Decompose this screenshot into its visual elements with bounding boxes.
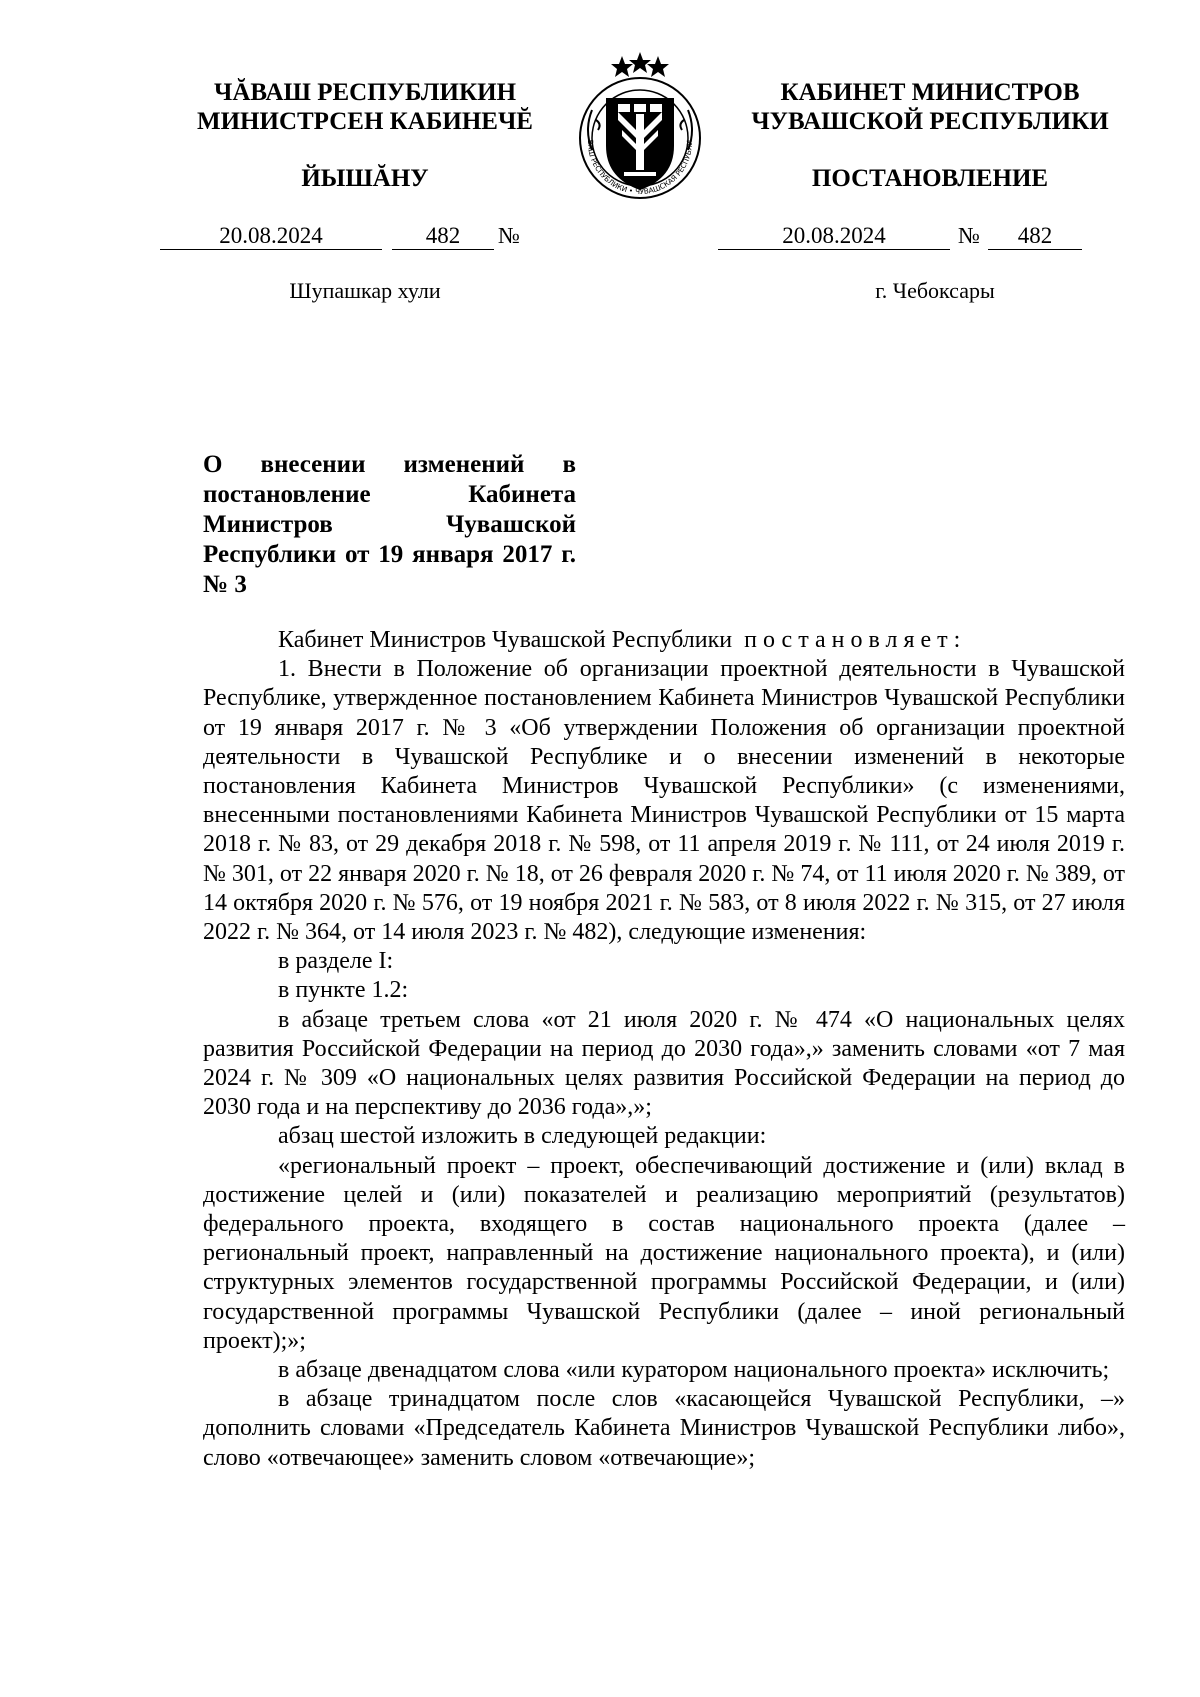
body-paragraph: «региональный проект – проект, обеспечивающий достижение и (или) вклад в достижение целей и (или) показателей и реализацию мероприятий (результатов) федерального проекта, входящего в состав национального проекта (далее – региональный проект, направленный на достижение национального проекта), и (или) структурных элементов государственной программы Российской Федерации, и (или) государственной программы Чувашской Республики (далее – иной региональный проект);»; (203, 1152, 1125, 1354)
document-subject: О внесении изменений в постановление Кабинета Министров Чувашской Республики от 19 января 2017 г. № 3 (203, 451, 576, 598)
body-paragraph: в пункте 1.2: (278, 977, 409, 1004)
header-left-line1: ЧĂВАШ РЕСПУБЛИКИН (213, 79, 517, 106)
date-left: 20.08.2024 (160, 222, 382, 250)
body-paragraph: в абзаце тринадцатом после слов «касающейся Чувашской Республики, –» дополнить словами «Председатель Кабинета Министров Чувашской Республики либо», слово «отвечающее» заменить словом «отвечающие»; (203, 1386, 1125, 1471)
header-right-line2: ЧУВАШСКОЙ РЕСПУБЛИКИ (751, 108, 1109, 135)
header-left-line2: МИНИСТРСЕН КАБИНЕЧĔ (197, 108, 533, 135)
intro-paragraph (203, 626, 1125, 655)
doc-type-left: ЙЫШĂНУ (301, 165, 429, 192)
date-right: 20.08.2024 (718, 222, 950, 250)
date-number-left (160, 222, 570, 250)
body-paragraph: абзац шестой изложить в следующей редакции: (278, 1123, 767, 1150)
intro-action: постановляет: (744, 627, 967, 653)
number-left: 482 (392, 222, 494, 250)
body-paragraph: 1. Внести в Положение об организации проектной деятельности в Чувашской Республике, утвержденное постановлением Кабинета Министров Чувашской Республики от 19 января 2017 г. № 3 «Об утверждении Положения об организации проектной деятельности в Чувашской Республике и о внесении изменений в некоторые постановления Кабинета Министров Чувашской Республики» (с изменениями, внесенными постановлениями Кабинета Министров Чувашской Республики от 15 марта 2018 г. № 83, от 29 декабря 2018 г. № 598, от 11 апреля 2019 г. № 111, от 24 июля 2019 г. № 301, от 22 января 2020 г. № 18, от 26 февраля 2020 г. № 74, от 11 июля 2020 г. № 389, от 14 октября 2020 г. № 576, от 19 ноября 2021 г. № 583, от 8 июля 2022 г. № 315, от 27 июля 2022 г. № 364, от 14 июля 2023 г. № 482), следующие изменения: (203, 656, 1125, 946)
header-right-line1: КАБИНЕТ МИНИСТРОВ (780, 79, 1080, 106)
header-left (160, 78, 570, 136)
intro-prefix: Кабинет Министров Чувашской Республики (278, 627, 733, 653)
emblem-ring-text: ВАШ РЕСПУБЛИКИ • ЧУВАШСКАЯ РЕСПУБЛИ (585, 139, 695, 197)
document-body (203, 626, 1125, 1473)
city-right: г. Чебоксары (875, 278, 995, 303)
header-right (710, 78, 1150, 136)
no-sign-left: № (498, 223, 520, 248)
body-paragraph: в абзаце третьем слова «от 21 июля 2020 г. № 474 «О национальных целях развития Российской Федерации на период до 2030 года»,» заменить словами «от 7 мая 2024 г. № 309 «О национальных целях развития Российской Федерации на период до 2030 года и на перспективу до 2036 года»,»; (203, 1006, 1125, 1121)
doc-type-right: ПОСТАНОВЛЕНИЕ (811, 165, 1049, 192)
body-paragraph: в абзаце двенадцатом слова «или куратором национального проекта» исключить; (278, 1357, 1110, 1384)
date-number-right (718, 222, 1138, 250)
number-right: 482 (988, 222, 1082, 250)
city-left: Шупашкар хули (289, 278, 441, 303)
no-sign-right: № (958, 223, 980, 248)
body-paragraph: в разделе I: (278, 948, 394, 975)
chuvash-coat-of-arms-icon (570, 50, 710, 205)
